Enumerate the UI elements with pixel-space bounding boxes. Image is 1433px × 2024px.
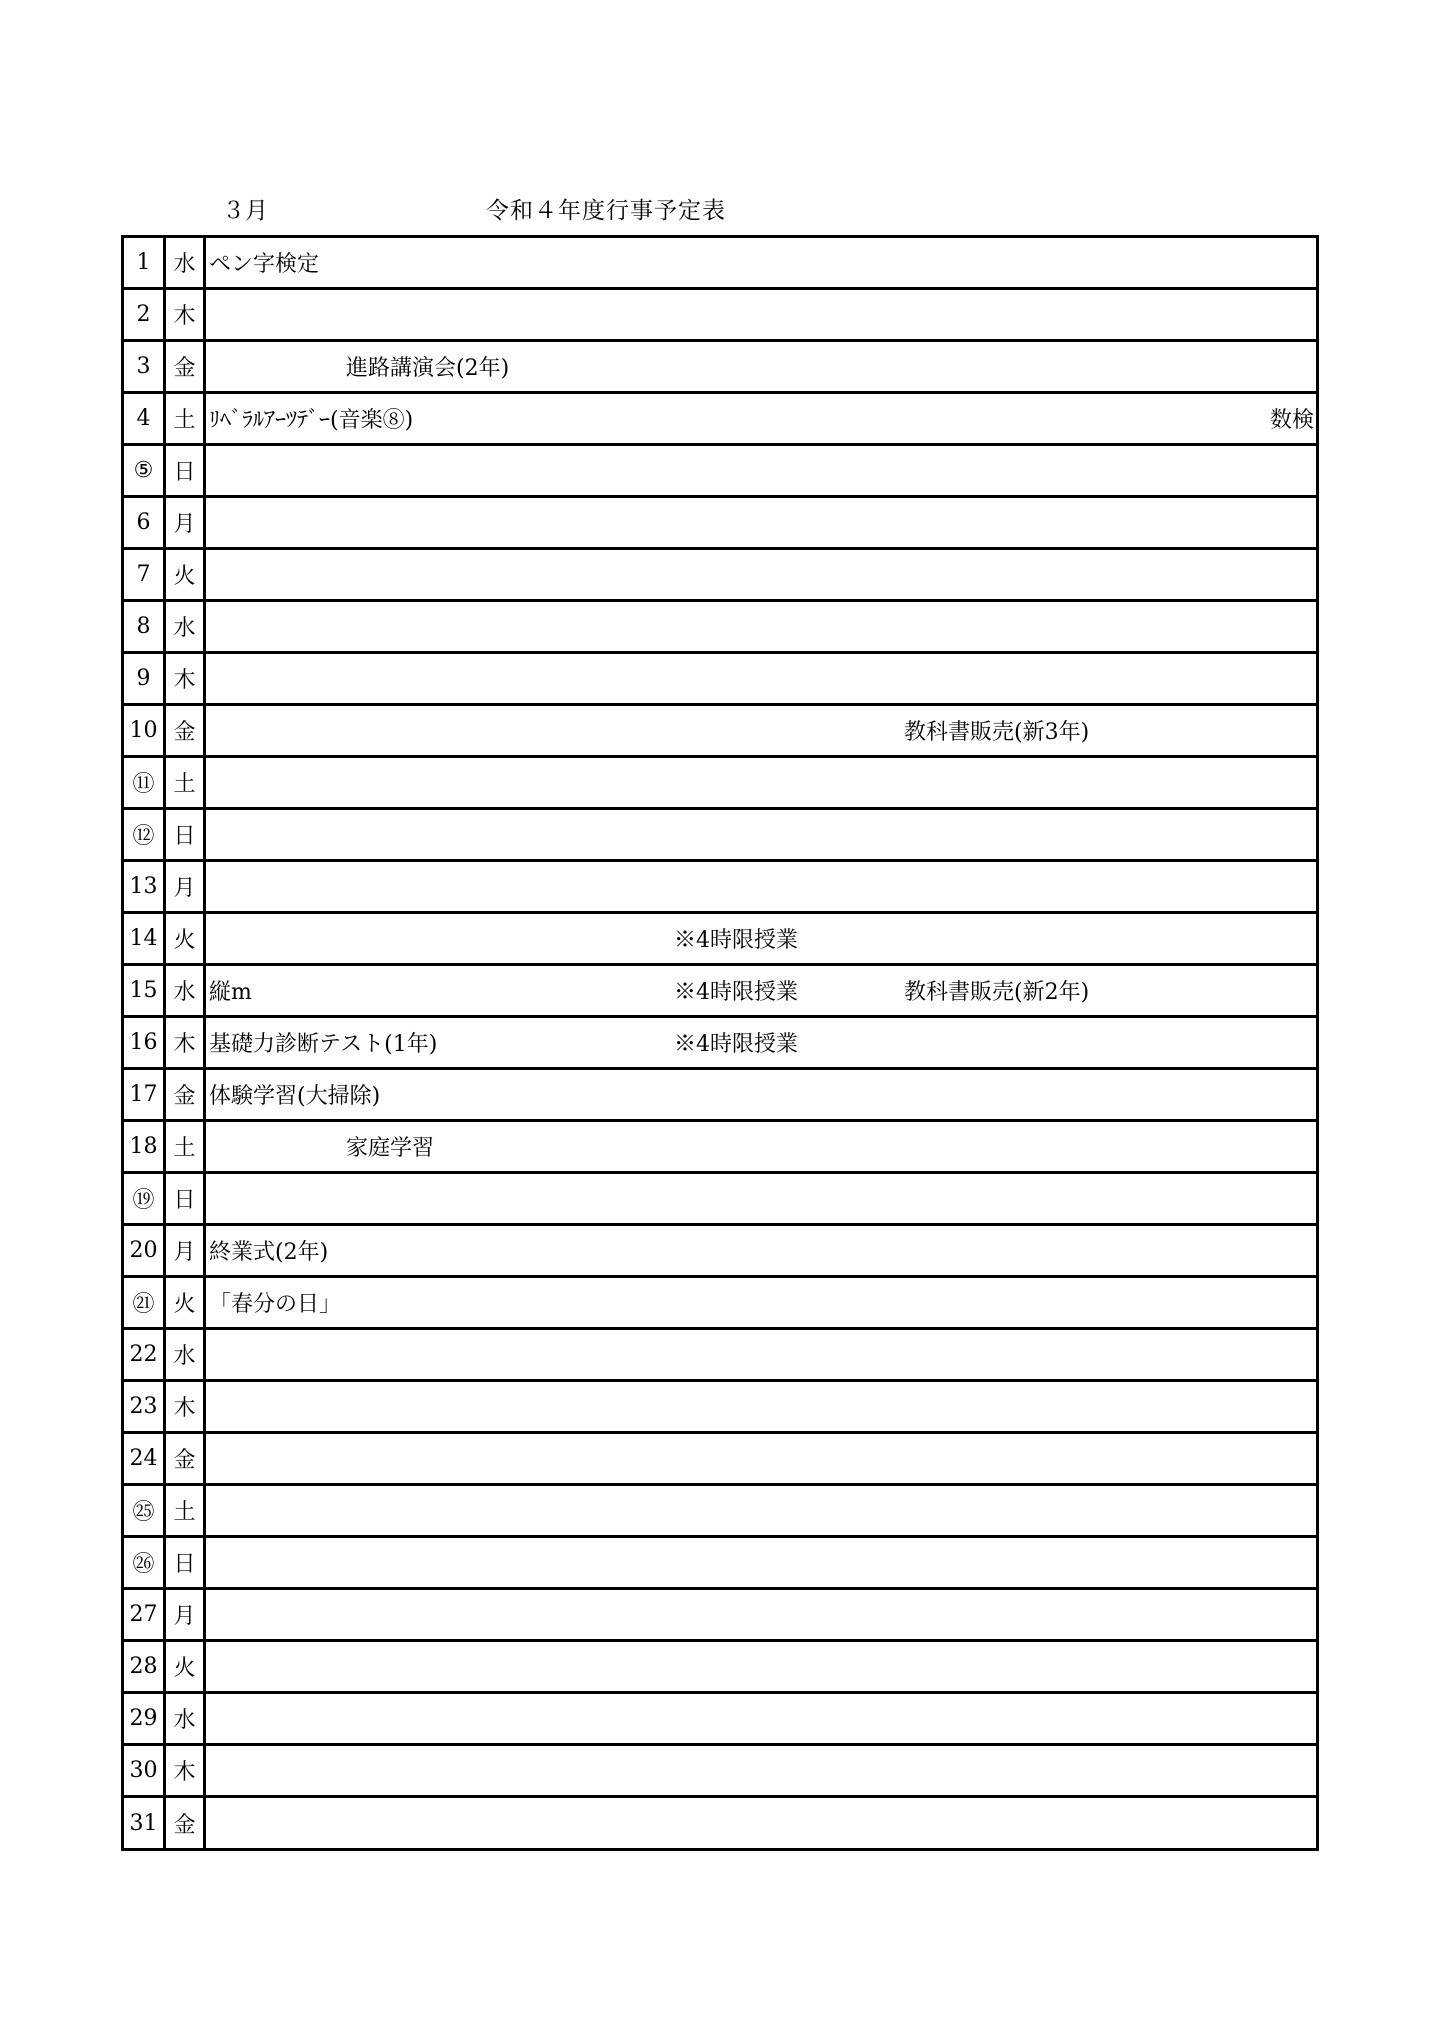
weekday: 火: [166, 550, 206, 599]
table-row: [124, 1382, 1316, 1434]
event-text: 終業式(2年): [209, 1240, 329, 1265]
table-row: [124, 1538, 1316, 1590]
day-number: 16: [124, 1018, 166, 1067]
events-cell: [206, 810, 1316, 859]
events-cell: [206, 1746, 1316, 1795]
weekday: 日: [166, 446, 206, 495]
events-cell: [206, 1538, 1316, 1587]
table-row: [124, 290, 1316, 342]
table-row: [124, 1590, 1316, 1642]
events-cell: [206, 706, 1316, 755]
events-cell: [206, 446, 1316, 495]
day-number: 10: [124, 706, 166, 755]
weekday: 月: [166, 498, 206, 547]
table-row: [124, 1226, 1316, 1278]
events-cell: [206, 1798, 1316, 1848]
events-cell: [206, 1694, 1316, 1743]
weekday: 日: [166, 810, 206, 859]
events-cell: [206, 602, 1316, 651]
day-number: 7: [124, 550, 166, 599]
table-row: [124, 1330, 1316, 1382]
day-number: 13: [124, 862, 166, 911]
events-cell: [206, 966, 1316, 1015]
table-row: [124, 1278, 1316, 1330]
events-cell: [206, 1382, 1316, 1431]
day-number: 28: [124, 1642, 166, 1691]
day-number: 1: [124, 238, 166, 287]
day-number: ㉑: [124, 1278, 166, 1327]
event-text: 縦m: [209, 980, 252, 1005]
event-text: ※4時限授業: [674, 980, 798, 1005]
table-row: [124, 654, 1316, 706]
day-number: 23: [124, 1382, 166, 1431]
table-row: [124, 758, 1316, 810]
table-row: [124, 1174, 1316, 1226]
events-cell: [206, 758, 1316, 807]
weekday: 木: [166, 654, 206, 703]
weekday: 水: [166, 238, 206, 287]
table-row: [124, 862, 1316, 914]
weekday: 木: [166, 290, 206, 339]
weekday: 月: [166, 1226, 206, 1275]
day-number: 9: [124, 654, 166, 703]
table-row: [124, 394, 1316, 446]
event-text: ※4時限授業: [674, 1032, 798, 1057]
events-cell: [206, 394, 1316, 443]
day-number: 27: [124, 1590, 166, 1639]
table-row: [124, 1694, 1316, 1746]
events-cell: [206, 1174, 1316, 1223]
day-number: 15: [124, 966, 166, 1015]
day-number: 18: [124, 1122, 166, 1171]
page-title: 令和４年度行事予定表: [486, 198, 726, 224]
event-text: ※4時限授業: [674, 928, 798, 953]
weekday: 土: [166, 1486, 206, 1535]
events-cell: [206, 1330, 1316, 1379]
weekday: 金: [166, 1798, 206, 1848]
events-cell: [206, 1590, 1316, 1639]
table-row: [124, 1434, 1316, 1486]
day-number: 30: [124, 1746, 166, 1795]
day-number: 20: [124, 1226, 166, 1275]
events-cell: [206, 1642, 1316, 1691]
events-cell: [206, 1278, 1316, 1327]
weekday: 日: [166, 1174, 206, 1223]
day-number: 4: [124, 394, 166, 443]
weekday: 火: [166, 914, 206, 963]
events-cell: [206, 550, 1316, 599]
table-row: [124, 1122, 1316, 1174]
event-text: 体験学習(大掃除): [209, 1084, 381, 1109]
events-cell: [206, 862, 1316, 911]
day-number: 6: [124, 498, 166, 547]
table-row: [124, 342, 1316, 394]
weekday: 金: [166, 1434, 206, 1483]
events-cell: [206, 1486, 1316, 1535]
day-number: 8: [124, 602, 166, 651]
event-text: 「春分の日」: [209, 1292, 342, 1317]
weekday: 月: [166, 862, 206, 911]
event-text: 進路講演会(2年): [346, 356, 510, 381]
weekday: 水: [166, 602, 206, 651]
events-cell: [206, 1070, 1316, 1119]
events-cell: [206, 1226, 1316, 1275]
weekday: 木: [166, 1018, 206, 1067]
table-row: [124, 550, 1316, 602]
event-text: ペン字検定: [209, 252, 320, 277]
table-row: [124, 498, 1316, 550]
table-row: [124, 706, 1316, 758]
table-row: [124, 238, 1316, 290]
weekday: 土: [166, 394, 206, 443]
weekday: 火: [166, 1278, 206, 1327]
events-cell: [206, 1122, 1316, 1171]
day-number: ㉕: [124, 1486, 166, 1535]
table-row: [124, 602, 1316, 654]
day-number: 29: [124, 1694, 166, 1743]
weekday: 木: [166, 1746, 206, 1795]
events-cell: [206, 654, 1316, 703]
table-row: [124, 446, 1316, 498]
events-cell: [206, 1434, 1316, 1483]
weekday: 火: [166, 1642, 206, 1691]
event-text: 教科書販売(新2年): [904, 980, 1090, 1005]
event-text-right: 数検: [1269, 408, 1314, 433]
events-cell: [206, 498, 1316, 547]
day-number: 3: [124, 342, 166, 391]
weekday: 水: [166, 966, 206, 1015]
event-text: 教科書販売(新3年): [904, 720, 1090, 745]
event-text: 家庭学習: [346, 1136, 435, 1161]
weekday: 木: [166, 1382, 206, 1431]
weekday: 水: [166, 1694, 206, 1743]
table-row: [124, 966, 1316, 1018]
table-row: [124, 914, 1316, 966]
weekday: 金: [166, 1070, 206, 1119]
month-label: ３月: [222, 198, 268, 224]
events-cell: [206, 290, 1316, 339]
table-row: [124, 810, 1316, 862]
day-number: 14: [124, 914, 166, 963]
event-text: 基礎力診断テスト(1年): [209, 1032, 438, 1057]
weekday: 金: [166, 706, 206, 755]
day-number: ⑪: [124, 758, 166, 807]
day-number: ⑫: [124, 810, 166, 859]
table-row: [124, 1018, 1316, 1070]
table-row: [124, 1486, 1316, 1538]
table-row: [124, 1746, 1316, 1798]
weekday: 土: [166, 1122, 206, 1171]
weekday: 月: [166, 1590, 206, 1639]
day-number: 22: [124, 1330, 166, 1379]
weekday: 金: [166, 342, 206, 391]
day-number: ⑤: [124, 446, 166, 495]
events-cell: [206, 1018, 1316, 1067]
day-number: 31: [124, 1798, 166, 1848]
table-row: [124, 1642, 1316, 1694]
weekday: 水: [166, 1330, 206, 1379]
day-number: 2: [124, 290, 166, 339]
events-cell: [206, 238, 1316, 287]
day-number: 17: [124, 1070, 166, 1119]
day-number: 24: [124, 1434, 166, 1483]
events-cell: [206, 914, 1316, 963]
day-number: ㉖: [124, 1538, 166, 1587]
schedule-table: [121, 235, 1319, 1851]
weekday: 土: [166, 758, 206, 807]
table-row: [124, 1070, 1316, 1122]
events-cell: [206, 342, 1316, 391]
event-text: ﾘﾍﾞﾗﾙｱｰﾂﾃﾞｰ(音楽⑧): [209, 408, 414, 433]
table-row: [124, 1798, 1316, 1848]
weekday: 日: [166, 1538, 206, 1587]
day-number: ⑲: [124, 1174, 166, 1223]
